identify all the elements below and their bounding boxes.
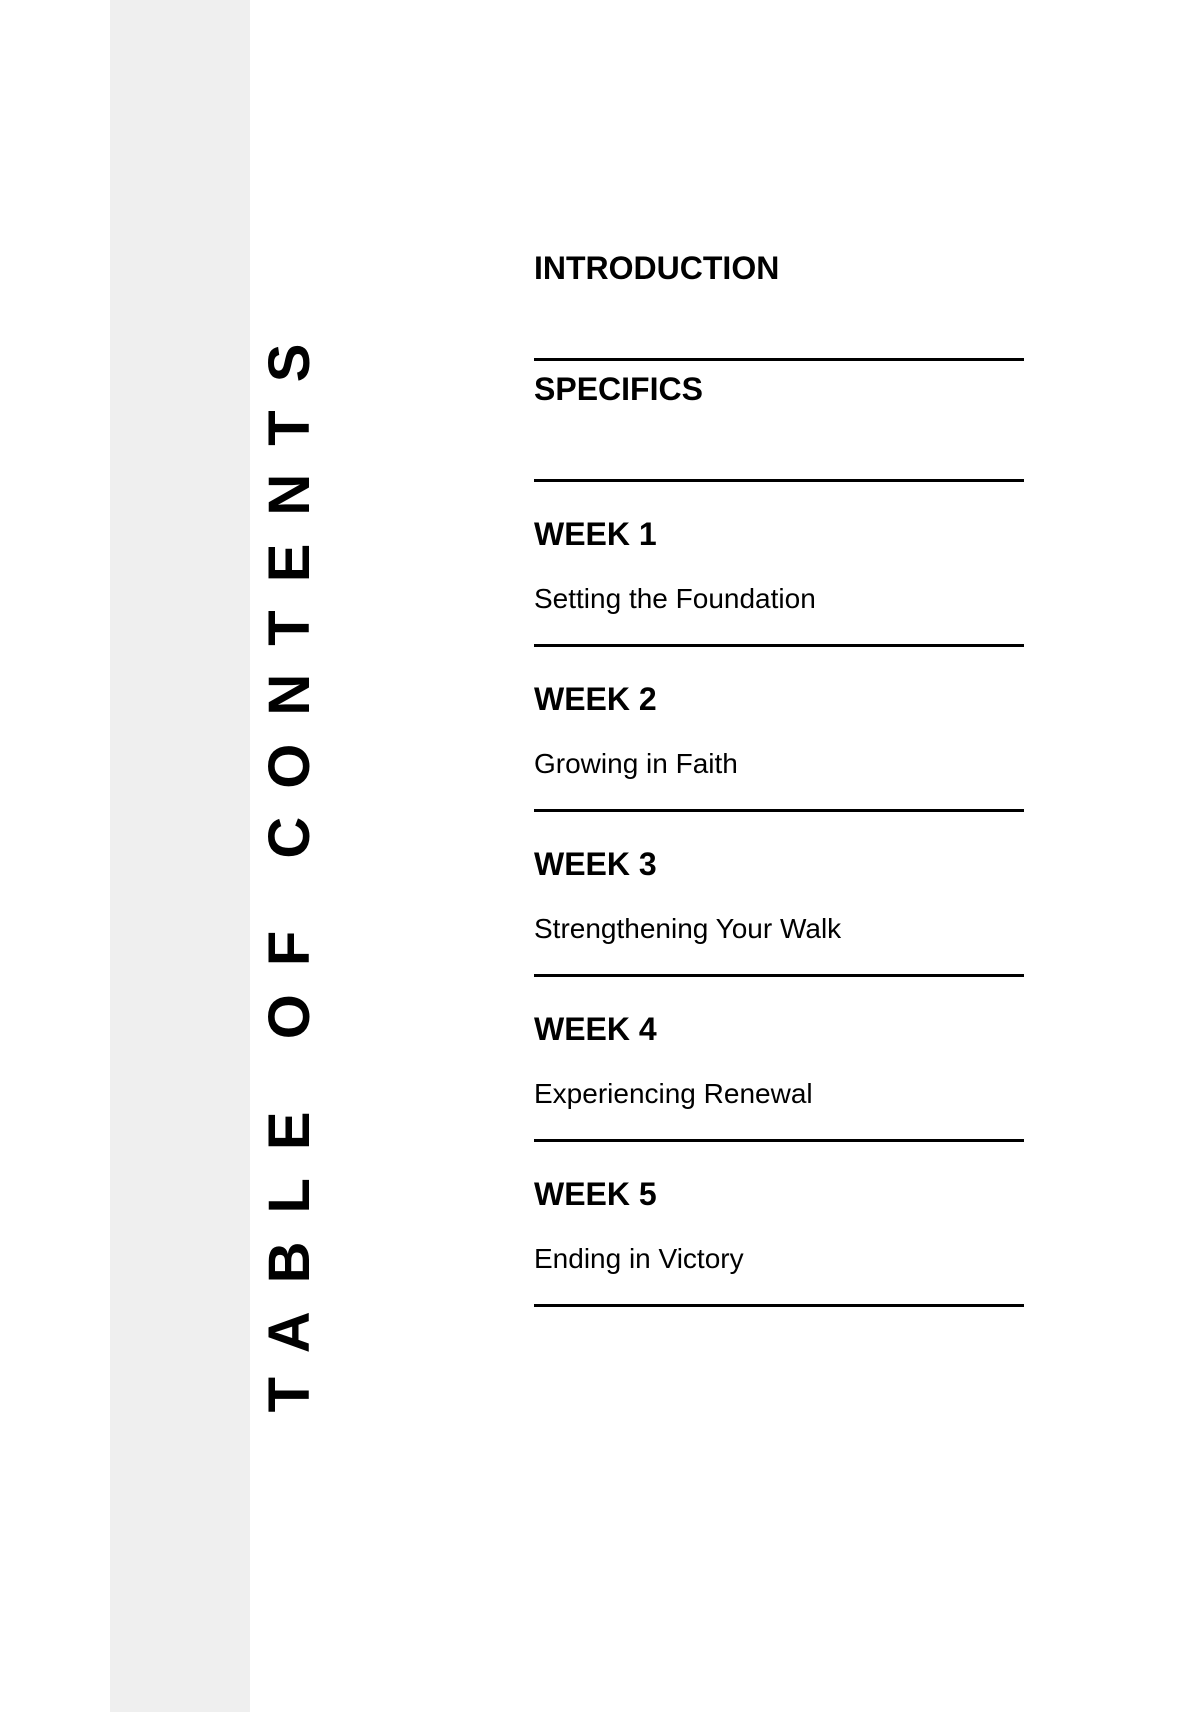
week-title: Strengthening Your Walk: [534, 913, 842, 944]
toc-item-week-2[interactable]: [534, 647, 1024, 812]
vertical-page-title: TABLE OF CONTENTS: [257, 315, 322, 1413]
toc-item-week-4[interactable]: [534, 977, 1024, 1142]
toc-item-week-3[interactable]: [534, 812, 1024, 977]
week-title: Setting the Foundation: [534, 583, 816, 614]
week-label: WEEK 5: [534, 1176, 657, 1212]
toc-item-introduction[interactable]: [534, 240, 1024, 361]
toc-item-specifics[interactable]: [534, 361, 1024, 482]
week-title: Growing in Faith: [534, 748, 738, 779]
week-label: WEEK 1: [534, 516, 657, 552]
week-label: WEEK 4: [534, 1011, 657, 1047]
toc-item-week-1[interactable]: [534, 482, 1024, 647]
toc-heading: INTRODUCTION: [534, 250, 780, 286]
toc-heading: SPECIFICS: [534, 371, 703, 407]
week-label: WEEK 2: [534, 681, 657, 717]
table-of-contents: [534, 240, 1024, 1307]
week-title: Experiencing Renewal: [534, 1078, 813, 1109]
toc-item-week-5[interactable]: [534, 1142, 1024, 1307]
week-label: WEEK 3: [534, 846, 657, 882]
side-band: [110, 0, 322, 1712]
week-title: Ending in Victory: [534, 1243, 744, 1274]
